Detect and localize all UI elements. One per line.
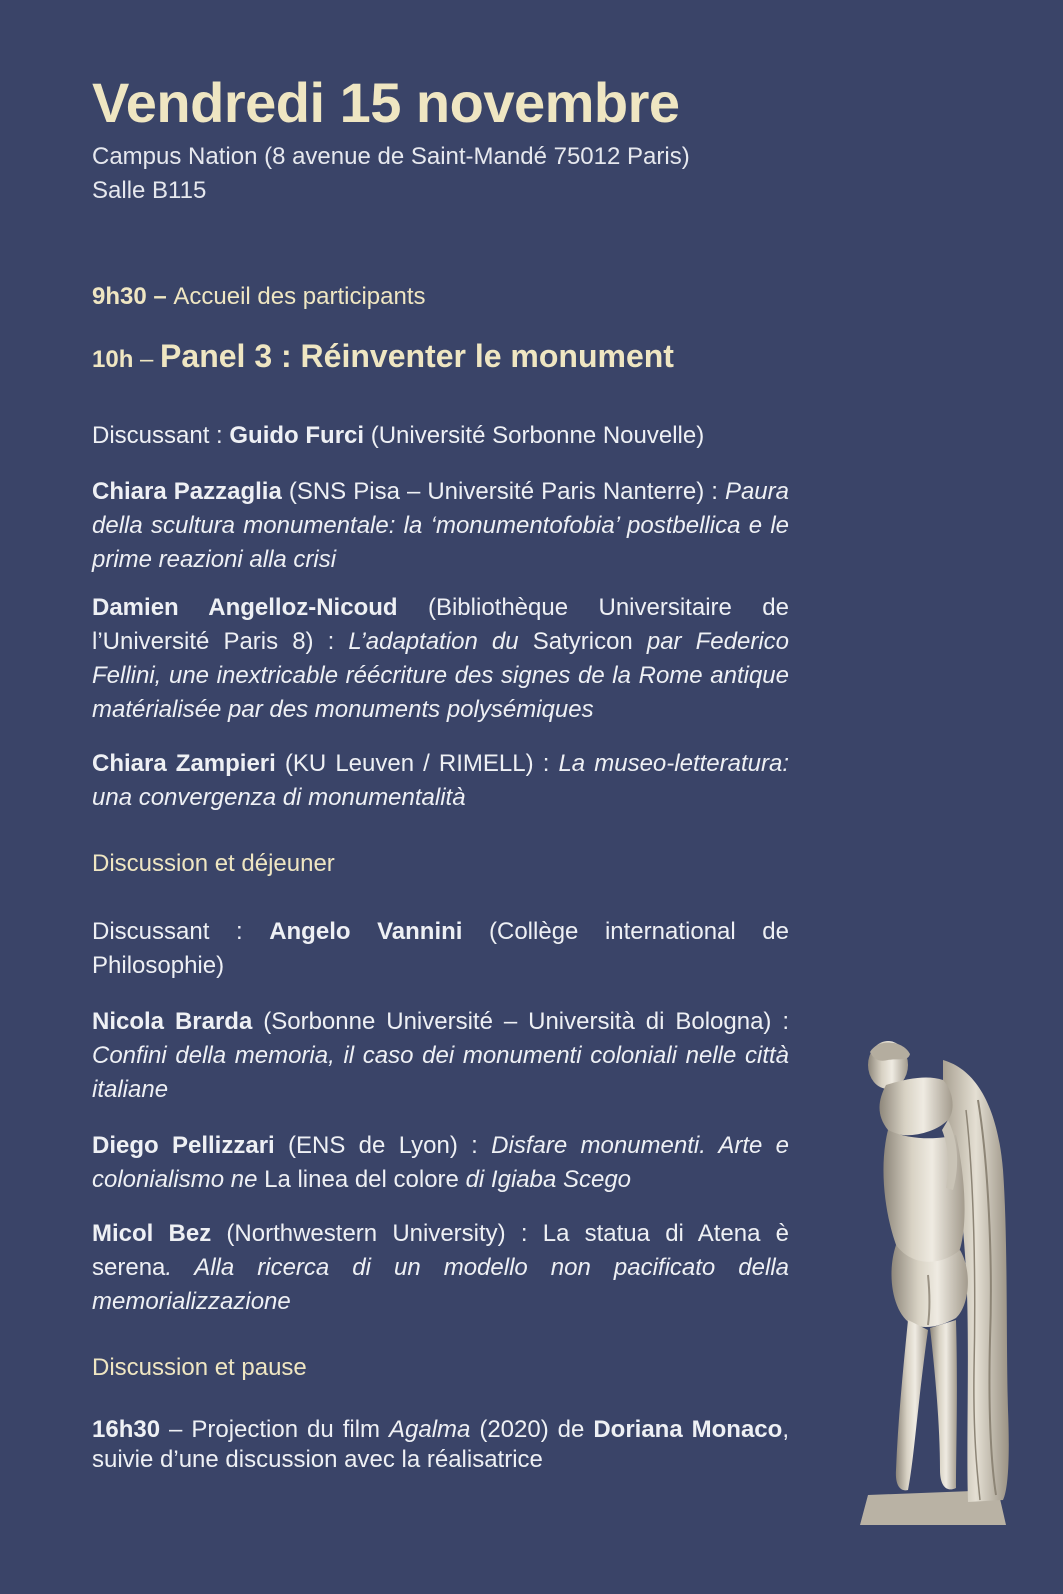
talk-title-film: Satyricon (532, 628, 633, 655)
discussant-2 (92, 915, 789, 983)
talk-bez (92, 1217, 789, 1319)
break-pause: Discussion et pause (92, 1354, 307, 1381)
talk-title-part1: Disfare monumenti. Arte e colonialismo ne (92, 1132, 789, 1193)
panel-heading (92, 334, 789, 385)
page-title: Vendredi 15 novembre (92, 71, 680, 134)
screening-text-3: , suivie d’une discussion avec la réalisatrice (92, 1416, 789, 1473)
talk-title-book: La statua di Atena è serena (92, 1220, 790, 1281)
speaker-name: Chiara Zampieri (92, 750, 276, 777)
speaker-name: Micol Bez (92, 1220, 212, 1247)
screening-text-1: – Projection du film (160, 1416, 389, 1443)
screening-text-2: (2020) de (470, 1416, 594, 1443)
talk-title-book: La linea del colore (264, 1166, 459, 1193)
discussant-1-prefix: Discussant : (92, 422, 230, 449)
talk-angelloz-nicoud (92, 591, 789, 727)
talk-title: Paura della scultura monumentale: la ‘monumentofobia’ postbellica e le prime reazioni alla crisi (92, 478, 789, 573)
screening-time: 16h30 (92, 1416, 161, 1443)
speaker-name: Chiara Pazzaglia (92, 478, 282, 505)
speaker-affiliation: (Bibliothèque Universitaire de l’Université Paris 8) : (92, 594, 789, 655)
speaker-name: Nicola Brarda (92, 1008, 253, 1035)
discussant-2-prefix: Discussant : (92, 918, 270, 945)
panel-time: 10h (92, 346, 134, 373)
discussant-1-affiliation: (Université Sorbonne Nouvelle) (364, 422, 705, 449)
marble-statue-venus-icon (848, 1040, 1028, 1525)
speaker-affiliation: (Sorbonne Université – Università di Bologna) : (252, 1008, 789, 1035)
welcome-time: 9h30 (92, 283, 147, 310)
talk-title: La museo-letteratura: una convergenza di monumentalità (92, 750, 789, 811)
talk-title-part1: L’adaptation du (348, 628, 533, 655)
discussant-1 (92, 419, 789, 453)
discussant-2-name: Angelo Vannini (269, 918, 463, 945)
film-title: Agalma (388, 1416, 471, 1443)
speaker-name: Damien Angelloz-Nicoud (92, 594, 398, 621)
talk-zampieri (92, 747, 789, 815)
speaker-affiliation: (KU Leuven / RIMELL) : (275, 750, 559, 777)
program-page (92, 70, 789, 1475)
panel-sep: – (133, 346, 161, 373)
talk-title-part2: di Igiaba Scego (458, 1166, 632, 1193)
talk-title-part2: par Federico Fellini, une inextricable réécriture des signes de la Rome antique matérialisée par des monuments polysémiques (92, 628, 789, 723)
discussant-1-name: Guido Furci (229, 422, 365, 449)
venue (92, 140, 789, 208)
talk-brarda (92, 1005, 789, 1107)
venue-room: Salle B115 (92, 177, 207, 204)
venue-address: Campus Nation (8 avenue de Saint-Mandé 75012 Paris) (92, 143, 690, 170)
screening (92, 1415, 789, 1475)
speaker-affiliation: (Northwestern University) : (211, 1220, 543, 1247)
director-name: Doriana Monaco (593, 1416, 783, 1443)
talk-title-part2: . Alla ricerca di un modello non pacificato della memorializzazione (92, 1254, 789, 1315)
talk-pazzaglia (92, 475, 789, 577)
speaker-affiliation: (ENS de Lyon) : (274, 1132, 492, 1159)
talk-title: Confini della memoria, il caso dei monumenti coloniali nelle città italiane (92, 1042, 789, 1103)
speaker-affiliation: (SNS Pisa – Université Paris Nanterre) : (281, 478, 725, 505)
panel-title: Panel 3 : Réinventer le monument (160, 338, 674, 374)
welcome-line (92, 280, 789, 314)
talk-pellizzari (92, 1129, 789, 1197)
welcome-label: Accueil des participants (173, 283, 426, 310)
welcome-sep: – (146, 283, 174, 310)
speaker-name: Diego Pellizzari (92, 1132, 275, 1159)
break-lunch: Discussion et déjeuner (92, 850, 335, 877)
discussant-2-affiliation: (Collège international de Philosophie) (92, 918, 789, 979)
